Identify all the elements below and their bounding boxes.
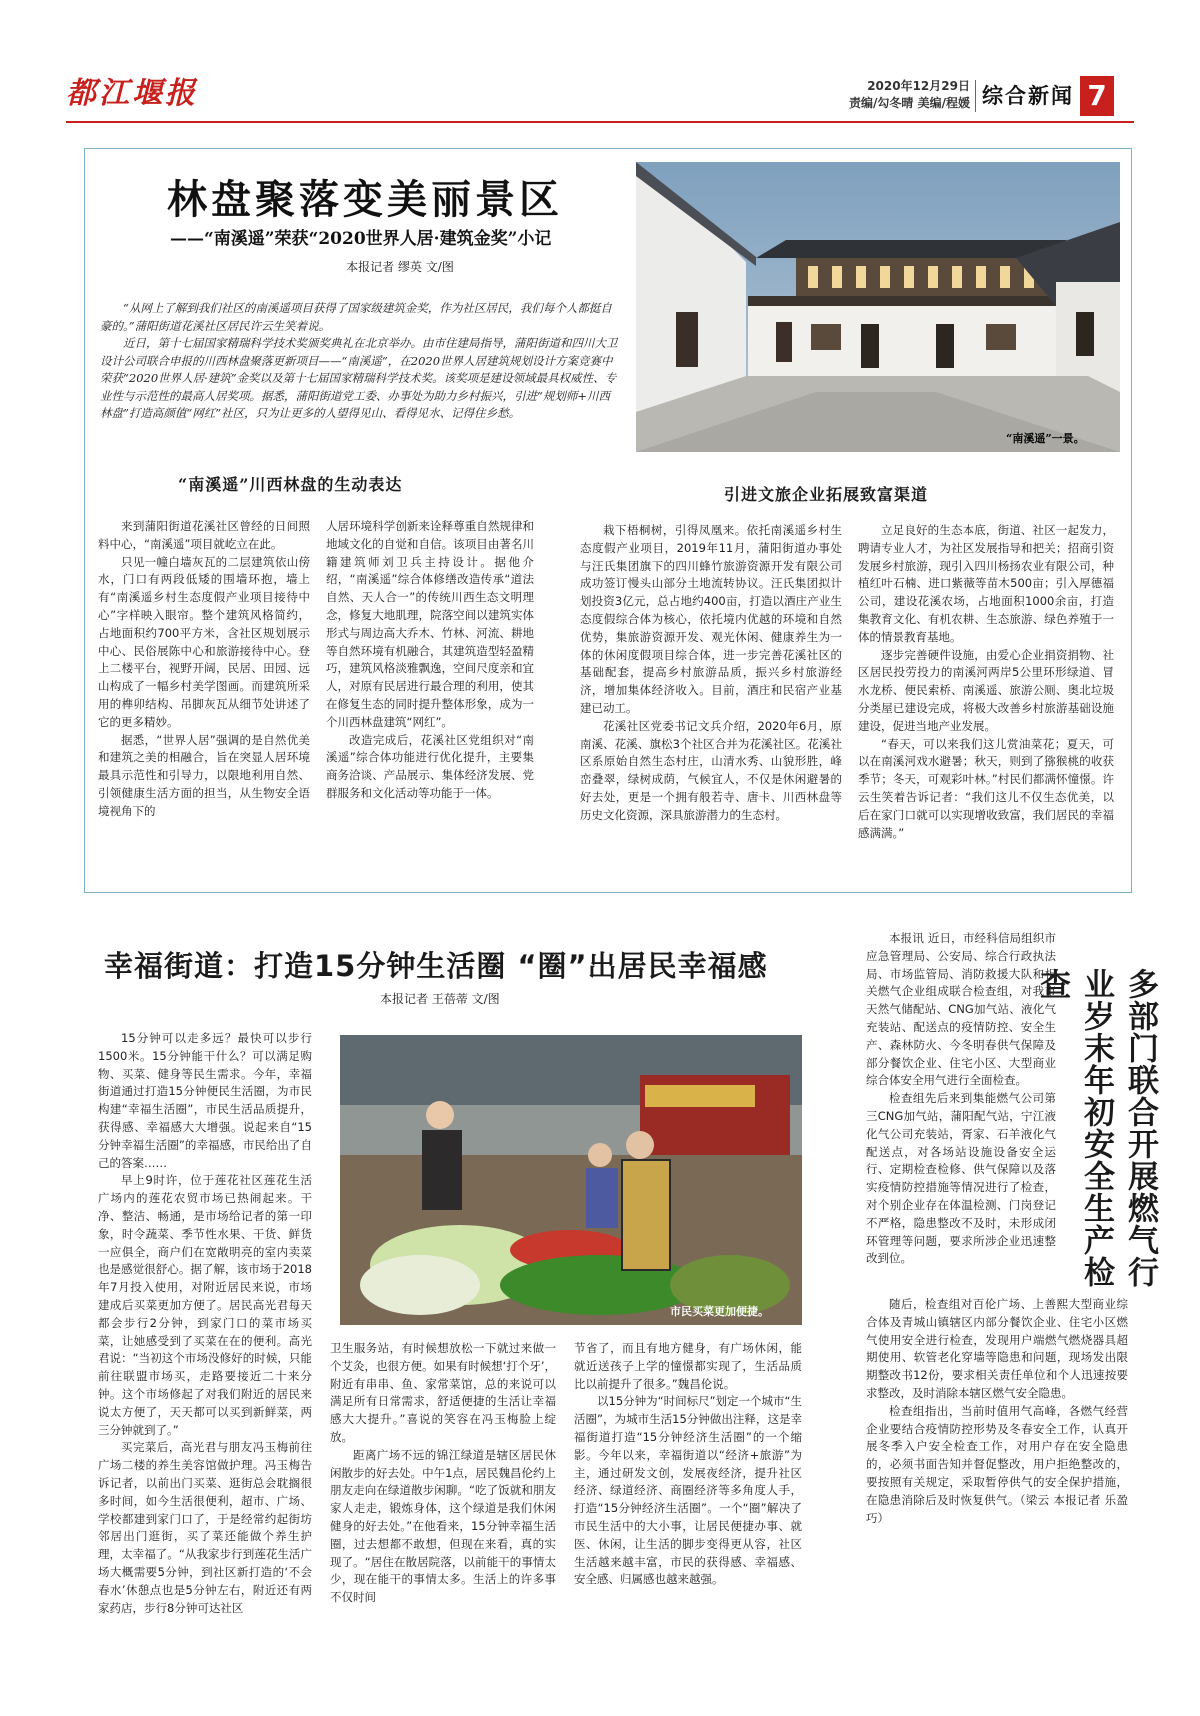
article1-column-1	[98, 518, 310, 888]
section-head-right: 引进文旅企业拓展致富渠道	[724, 485, 929, 504]
market-scene-illustration	[340, 1035, 802, 1325]
masthead-rule	[66, 121, 1134, 123]
paragraph: 花溪社区党委书记文兵介绍，2020年6月，原南溪、花溪、旗松3个社区合并为花溪社区。花溪社区系原始自然生态村庄，山清水秀、山貌形胜，峰峦叠翠，绿树成荫，气候宜人，不仅是休闲避暑的好去处，更是一个拥有般若寺、唐卡、川西林盘等历史文化资源，深具旅游潜力的生态村。	[580, 718, 842, 822]
article1-photo	[636, 162, 1120, 452]
paragraph: 随后，检查组对百伦广场、上善熙大型商业综合体及青城山镇辖区内部分餐饮企业、住宅小区燃气使用安全进行检查，发现用户端燃气燃烧器具超期使用、软管老化穿墙等隐患和问题，现场发出限期整改书12份，要求相关责任单位和个人迅速按要求整改，及时消除本辖区燃气安全隐患。	[866, 1297, 1128, 1400]
paragraph: 改造完成后，花溪社区党组织对“南溪遥”综合体功能进行优化提升，主要集商务洽谈、产品展示、集体经济发展、党群服务和文化活动等功能于一体。	[326, 732, 534, 800]
article1-byline: 本报记者 缪英 文/图	[346, 260, 454, 274]
paragraph: “春天，可以来我们这儿赏油菜花；夏天，可以在南溪河戏水避暑；秋天，则到了猕猴桃的收获季节；冬天，可观彩叶林。”村民们都满怀憧憬。许云生笑着告诉记者：“我们这儿不仅生态优美，以后在家门口就可以实现增收致富，我们居民的幸福感满满。”	[858, 736, 1114, 840]
editor-credits: 责编/勾冬晴 美编/程媛	[849, 96, 970, 110]
article2-photo-caption: 市民买菜更加便捷。	[670, 1305, 769, 1318]
paragraph: 距离广场不远的锦江绿道是辖区居民休闲散步的好去处。中午1点，居民魏昌伦约上朋友走向在绿道散步闲聊。“吃了饭就和朋友家人走走，锻炼身体，这个绿道是我们休闲健身的好去处。”在他看来，15分钟幸福生活圈，过去想都不敢想，但现在来看，真的实现了。“居住在散居院落，以前能干的事情太少，现在能干的事情太多。生活上的许多事不仅时间	[330, 1447, 556, 1605]
paragraph: 栽下梧桐树，引得凤凰来。依托南溪遥乡村生态度假产业项目，2019年11月，蒲阳街道办事处与汪氏集团旗下的四川蜂竹旅游资源开发有限公司成功签订慢头山部分土地流转协议。汪氏集团拟计划投资3亿元，总占地约400亩，打造以酒庄产业生态度假综合体为核心，依托境内优越的环境和自然优势，集旅游资源开发、观光休闲、健康养生为一体的休闲度假项目综合体，进一步完善花溪社区的基础配套，提高乡村旅游品质，振兴乡村旅游经济，增加集体经济收入。目前，酒庄和民宿产业基建已动工。	[580, 523, 842, 715]
article1-title: 林盘聚落变美丽景区	[167, 177, 563, 223]
article1-column-2	[326, 518, 534, 888]
lead-paragraph: “从网上了解到我们社区的南溪遥项目获得了国家级建筑金奖，作为社区居民，我们每个人都挺自豪的。”蒲阳街道花溪社区居民许云生笑着说。	[100, 301, 612, 333]
article1-column-3	[580, 522, 842, 882]
paragraph: 买完菜后，高光君与朋友冯玉梅前往广场二楼的养生美容馆做护理。冯玉梅告诉记者，以前出门买菜、逛街总会耽搁很多时间，如今生活很便利，超市、广场、学校都建到家门口了，于是经常约起街坊邻居出门逛街，买了菜还能做个养生护理，太幸福了。“从我家步行到莲花生活广场大概需要5分钟，到社区新打造的‘不会春水’休憩点也是5分钟左右，附近还有两家药店，步行8分钟可达社区	[98, 1440, 312, 1615]
article2-photo	[340, 1035, 802, 1325]
article2-byline: 本报记者 王蓓蒂 文/图	[380, 992, 500, 1006]
paragraph: 检查组指出，当前时值用气高峰，各燃气经营企业要结合疫情防控形势及冬春安全工作，认真开展冬季入户安全检查工作，对用户存在安全隐患的，必须书面告知并督促整改，用户拒绝整改的，要按照有关规定，采取暂停供气的安全保护措施，在隐患消除后及时恢复供气。（梁云 本报记者 乐盈巧）	[866, 1403, 1128, 1525]
article2-column-3	[574, 1340, 802, 1660]
article2-title: 幸福街道：打造15分钟生活圈 “圈”出居民幸福感	[104, 949, 768, 983]
paragraph: 来到蒲阳街道花溪社区曾经的日间照料中心，“南溪遥”项目就屹立在此。	[98, 519, 310, 551]
paragraph: 早上9时许，位于莲花社区莲花生活广场内的莲花农贸市场已热闹起来。干净、整洁、畅通，是市场给记者的第一印象，时令蔬菜、季节性水果、干货、鲜货一应俱全，商户们在宽敞明亮的室内卖菜也是感觉很舒心。据了解，该市场于2018年7月投入使用，对附近居民来说，市场建成后买菜更加方便了。居民高光君每天都会步行2分钟，到家门口的菜市场买菜，让她感受到了买菜在在的便利。高光君说：“当初这个市场没修好的时候，只能前往联盟市场买，走路要接近二十来分钟。这个市场修起了对我们附近的居民来说太方便了，天天都可以买到新鲜菜，两三分钟就到了。”	[98, 1173, 312, 1437]
issue-date: 2020年12月29日	[867, 79, 970, 93]
village-building-illustration	[636, 162, 1120, 452]
section-head-left: “南溪遥”川西林盘的生动表达	[178, 475, 403, 494]
paragraph: 逐步完善硬件设施，由爱心企业捐资捐物、社区居民投劳投力的南溪河两岸5公里环形绿道、冒水龙桥、便民索桥、南溪遥、旅游公厕、奥北垃圾分类屋已建设完成，将极大改善乡村旅游基础设施建设，促进当地产业发展。	[858, 647, 1114, 733]
paragraph: 卫生服务站，有时候想放松一下就过来做一个艾灸，也很方便。如果有时候想‘打个牙’，附近有串串、鱼、家常菜馆，总的来说可以满足所有日常需求，舒适便捷的生活让幸福感大大提升。”喜说的笑容在冯玉梅脸上绽放。	[330, 1341, 556, 1444]
article1-subtitle: ——“南溪遥”荣获“2020世界人居·建筑金奖”小记	[170, 229, 552, 249]
article2-column-2	[330, 1340, 556, 1660]
article1-photo-caption: “南溪遥”一景。	[1006, 432, 1085, 445]
issue-meta	[790, 78, 970, 112]
article1-lead	[100, 300, 620, 423]
paragraph: 立足良好的生态本底，街道、社区一起发力，聘请专业人才，为社区发展指导和把关；招商引资发展乡村旅游，现引入四川杨扬农业有限公司，种植红叶石楠、进口紫薇等苗木500亩；引入厚德福公司，建设花溪农场，占地面积1000余亩，打造集教育文化、有机农耕、生态旅游、绿色养殖于一体的情景教育基地。	[858, 523, 1114, 644]
paragraph: 据悉，“世界人居”强调的是自然优美和建筑之美的相融合，旨在突显人居环境最具示范性和引导力，以限地利用自然、引领健康生活方面的担当，从生物安全语境视角下的	[98, 732, 310, 818]
page-number: 7	[1080, 76, 1114, 116]
article3-column-top	[866, 930, 1056, 1290]
paragraph: 节省了，而且有地方健身，有广场休闲，能就近送孩子上学的憧憬都实现了，生活品质比以前提升了很多。”魏昌伦说。	[574, 1341, 802, 1391]
article1-column-4	[858, 522, 1114, 882]
header-divider	[975, 80, 976, 112]
paragraph: 人居环境科学创新来诠释尊重自然规律和地域文化的自觉和自信。该项目由著名川籍建筑师刘卫兵主持设计。据他介绍，“南溪遥”综合体修缮改造传承“道法自然、天人合一”的传统川西生态文明理念，修复大地肌理，院落空间以建筑实体形式与周边高大乔木、竹林、河流、耕地等自然环境有机融合，其建筑造型轻盈精巧，建筑风格淡雅飘逸，空间尺度亲和宜人，对原有民居进行最合理的利用，使其在修复生态的同时提升整体形象，成为一个川西林盘建筑“网红”。	[326, 519, 534, 729]
paragraph: 本报讯 近日，市经科信局组织市应急管理局、公安局、综合行政执法局、市场监管局、消防救援大队和相关燃气企业组成联合检查组，对我市天然气储配站、CNG加气站、液化气充装站、配送点的疫情防控、安全生产、森林防火、今冬明春供气保障及部分餐饮企业、住宅小区、大型商业综合体安全用气进行全面检查。	[866, 931, 1056, 1088]
article2-column-1	[98, 1030, 312, 1660]
paragraph: 以15分钟为“时间标尺”划定一个城市“生活圈”，为城市生活15分钟做出注释，这是幸福街道打造“15分钟经济生活圈”的一个缩影。今年以来，幸福街道以“经济+旅游”为主，通过研发文创，发展夜经济，提升社区经济、绿道经济、商圈经济等多角度人手，打造“15分钟经济生活圈”。一个“圈”解决了市民生活中的大小事，让居民便捷办事、就医、休闲，让生活的脚步变得更从容，社区生活越来越丰富，市民的获得感、幸福感、安全感、归属感也越来越强。	[574, 1394, 802, 1587]
section-name: 综合新闻	[982, 84, 1074, 108]
paragraph: 15分钟可以走多远？最快可以步行1500米。15分钟能干什么？可以满足购物、买菜、健身等民生需求。今年，幸福街道通过打造15分钟便民生活圈，为市民构建“幸福生活圈”，市民生活品质提升，获得感、幸福感大大增强。说起来自“15分钟幸福生活圈”的幸福感，市民给出了自己的答案……	[98, 1031, 312, 1170]
newspaper-logo: 都江堰报	[66, 76, 198, 111]
paragraph: 检查组先后来到集能燃气公司第三CNG加气站，蒲阳配气站，宁江液化气公司充装站，胥家、石羊液化气配送点，对各场站设施设备安全运行、定期检查检修、供气保障以及落实疫情防控措施等情况进行了检查，对个别企业存在体温检测、门岗登记不严格，隐患整改不及时，未形成闭环管理等问题，要求所涉企业迅速整改到位。	[866, 1091, 1056, 1266]
lead-paragraph: 近日，第十七届国家精瑞科学技术奖颁奖典礼在北京举办。由市住建局指导，蒲阳街道和四川大卫设计公司联合申报的川西林盘聚落更新项目——“南溪遥”，在2020世界人居建筑规划设计方案竞赛中荣获“2020世界人居·建筑”金奖以及第十七届国家精瑞科学技术奖。该奖项是建设领域最具权威性、专业性与示范性的最高人居奖项。据悉，蒲阳街道党工委、办事处为助力乡村振兴，引进“规划师+川西林盘”打造高颜值“网红”社区，只为让更多的人望得见山、看得见水、记得住乡愁。	[100, 336, 618, 420]
article3-column-bottom	[866, 1296, 1128, 1660]
paragraph: 只见一幢白墙灰瓦的二层建筑依山傍水，门口有两段低矮的围墙环抱，墙上有“南溪遥乡村生态度假产业项目接待中心”字样映入眼帘。整个建筑风格简约，占地面积约700平方米，含社区规划展示中心、民俗展陈中心和旅游接待中心。登上二楼平台，视野开阔，民居、田园、远山构成了一幅乡村美学图画。而建筑所采用的榫卯结构、吊脚灰瓦从细节处讲述了它的更多精妙。	[98, 554, 310, 729]
article3-title: 多部门联合开展燃气行业岁末年初安全生产检查	[1034, 968, 1158, 1288]
